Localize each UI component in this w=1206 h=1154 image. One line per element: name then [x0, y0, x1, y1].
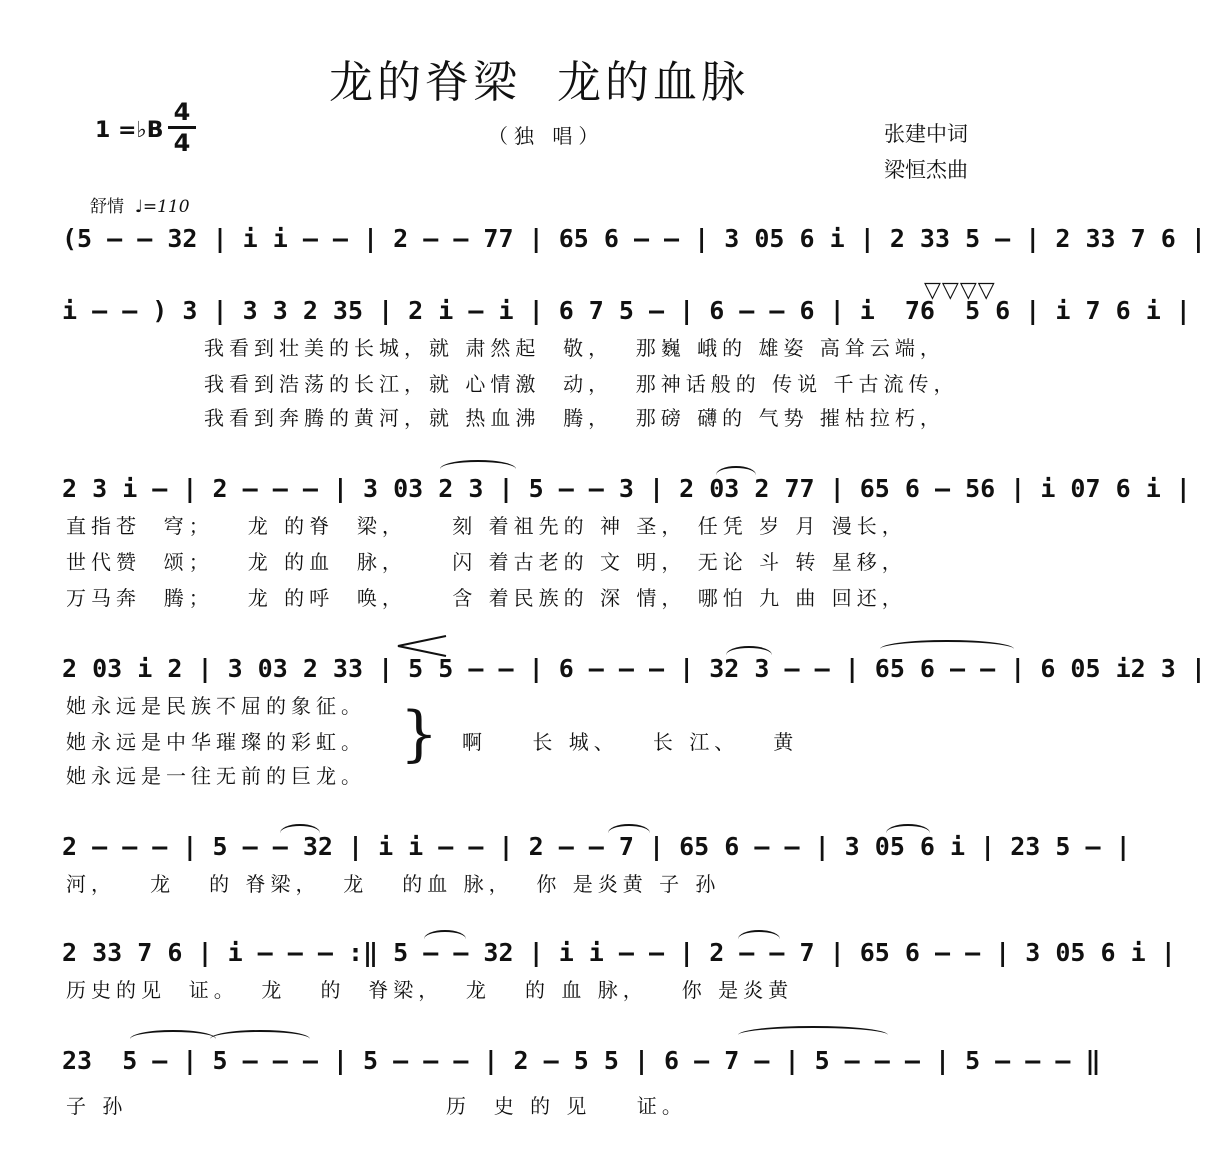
tempo-marking: [90, 192, 190, 217]
notation-line-2: i — — ) 3 | 3 3 2 35 | 2 i — i | 6 7 5 — | 6 — — 6 | i 76 5 6 | i 7 6 i |: [62, 296, 1191, 325]
notation-line-7: 23 5 — | 5 — — — | 5 — — — | 2 — 5 5 | 6 — 7 — | 5 — — — | 5 — — — ‖: [62, 1046, 1101, 1075]
time-signature: [168, 100, 196, 155]
slur: [738, 1026, 888, 1044]
ornament-marks: ▽▽▽▽: [924, 278, 996, 303]
lyric-verse1-c: 她永远是民族不屈的象征。: [66, 694, 366, 718]
lyric-verse3-a: 我看到奔腾的黄河，就 热血沸 腾， 那磅 礴的 气势 摧枯拉朽，: [204, 406, 945, 430]
lyric-line-5: 河， 龙 的 脊梁， 龙 的血 脉， 你 是炎黄 子 孙: [66, 872, 721, 896]
tempo-label: 舒情: [90, 197, 124, 217]
composer-credit: 梁恒杰曲: [884, 158, 968, 182]
lyric-verse1-b: 直指苍 穹； 龙 的脊 梁， 刻 着祖先的 神 圣， 任凭 岁 月 漫长，: [66, 514, 907, 538]
lyric-verse2-c: 她永远是中华璀璨的彩虹。: [66, 730, 366, 754]
lyric-verse3-b: 万马奔 腾； 龙 的呼 唤， 含 着民族的 深 情， 哪怕 九 曲 回还，: [66, 586, 907, 610]
notation-line-3: 2 3 i — | 2 — — — | 3 03 2 3 | 5 — — 3 | 2 03 2 77 | 65 6 — 56 | i 07 6 i |: [62, 474, 1191, 503]
notation-line-5: 2 — — — | 5 — — 32 | i i — — | 2 — — 7 | 65 6 — — | 3 05 6 i | 23 5 — |: [62, 832, 1131, 861]
notation-line-6: 2 33 7 6 | i — — — :‖ 5 — — 32 | i i — — | 2 — — 7 | 65 6 — — | 3 05 6 i |: [62, 938, 1176, 967]
key-signature: 1 =♭B: [95, 118, 164, 143]
song-title: 龙的脊梁 龙的血脉: [329, 57, 749, 108]
lyric-verse1-a: 我看到壮美的长城，就 肃然起 敬， 那巍 峨的 雄姿 高耸云端，: [204, 336, 945, 360]
lyric-line-6: 历史的见 证。 龙 的 脊梁， 龙 的 血 脉， 你 是炎黄: [66, 978, 794, 1002]
notation-line-4: 2 03 i 2 | 3 03 2 33 | 5 5 — — | 6 — — — | 32 3 — — | 65 6 — — | 6 05 i2 3 |: [62, 654, 1206, 683]
lyric-line-7b: 历 史 的 见 证。: [446, 1094, 687, 1118]
verse-brace: }: [400, 699, 439, 769]
lyric-verse2-a: 我看到浩荡的长江，就 心情激 动， 那神话般的 传说 千古流传，: [204, 372, 959, 396]
lyric-verse2-b: 世代赞 颂； 龙 的血 脉， 闪 着古老的 文 明， 无论 斗 转 星移，: [66, 550, 907, 574]
lyricist-credit: 张建中词: [884, 122, 968, 146]
time-signature-top: 4: [173, 98, 191, 126]
performance-type: （独 唱）: [488, 124, 605, 148]
lyric-verse3-c: 她永远是一往无前的巨龙。: [66, 764, 366, 788]
tempo-value: ♩=110: [134, 197, 190, 217]
lyric-refrain-a: 啊 长 城、 长 江、 黄: [462, 730, 799, 754]
notation-line-1: (5 — — 32 | i i — — | 2 — — 77 | 65 6 — — | 3 05 6 i | 2 33 5 — | 2 33 7 6 |: [62, 224, 1206, 253]
time-signature-bottom: 4: [173, 129, 191, 157]
lyric-line-7a: 子 孙: [66, 1094, 128, 1118]
